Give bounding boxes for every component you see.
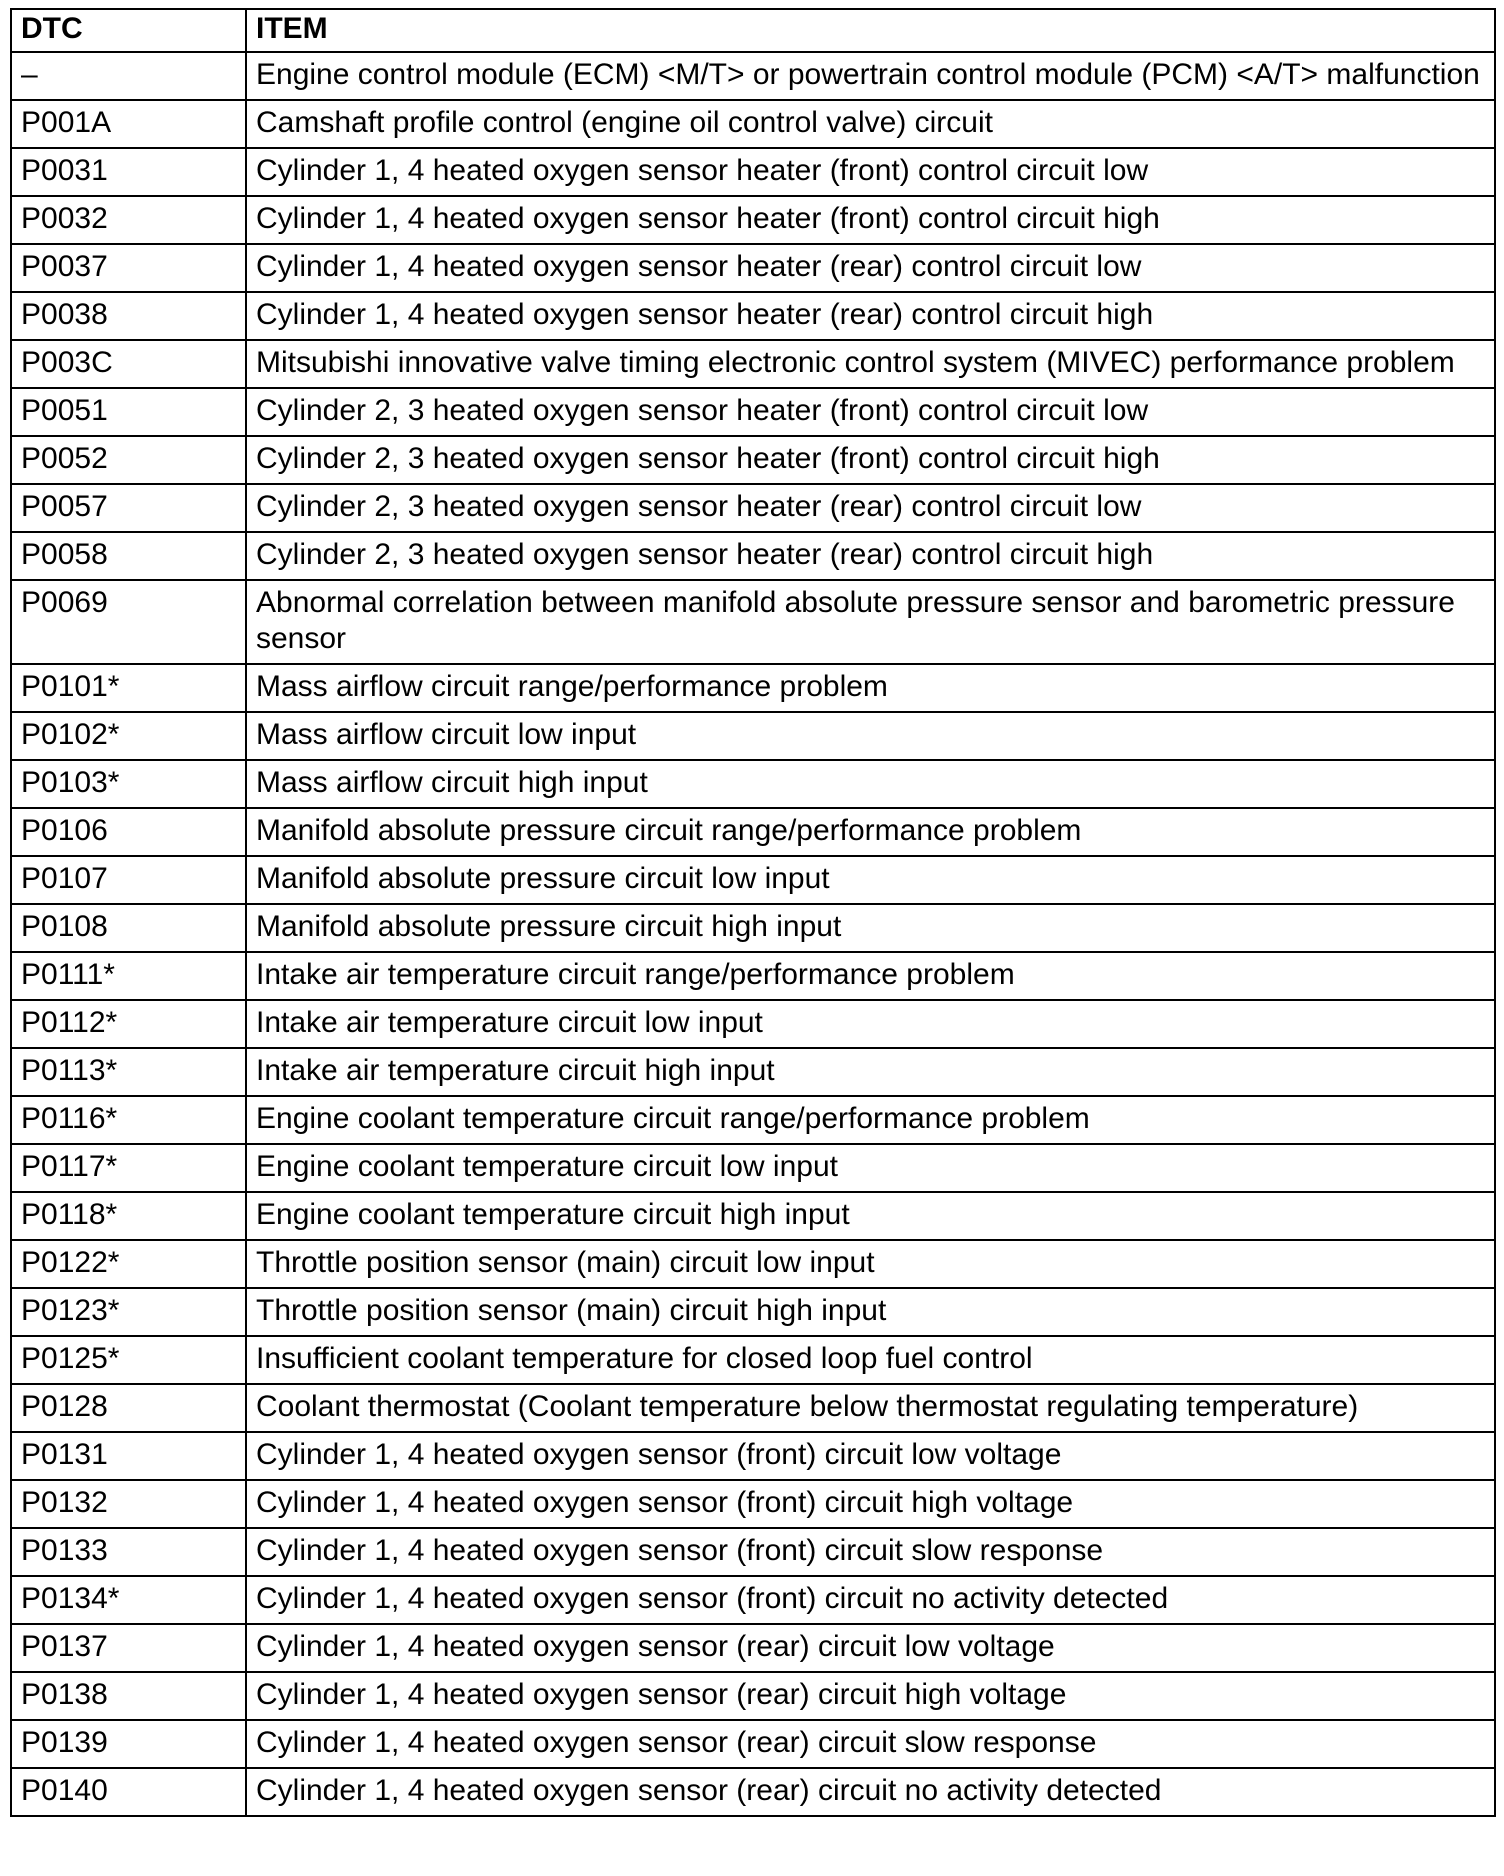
dtc-item-cell: Cylinder 1, 4 heated oxygen sensor heater (front) control circuit low	[246, 148, 1495, 196]
dtc-item-cell: Cylinder 2, 3 heated oxygen sensor heater (front) control circuit low	[246, 388, 1495, 436]
table-row	[11, 388, 1495, 436]
dtc-code-cell: P0107	[11, 856, 246, 904]
table-row	[11, 52, 1495, 100]
table-row	[11, 808, 1495, 856]
table-row	[11, 1624, 1495, 1672]
dtc-code-cell: P0038	[11, 292, 246, 340]
dtc-code-cell: P0113*	[11, 1048, 246, 1096]
dtc-item-cell: Throttle position sensor (main) circuit high input	[246, 1288, 1495, 1336]
dtc-item-cell: Cylinder 1, 4 heated oxygen sensor (rear) circuit low voltage	[246, 1624, 1495, 1672]
dtc-code-cell: P0123*	[11, 1288, 246, 1336]
dtc-code-cell: P0111*	[11, 952, 246, 1000]
dtc-item-cell: Engine control module (ECM) <M/T> or powertrain control module (PCM) <A/T> malfunction	[246, 52, 1495, 100]
dtc-item-cell: Mass airflow circuit low input	[246, 712, 1495, 760]
dtc-code-cell: P0102*	[11, 712, 246, 760]
dtc-item-cell: Manifold absolute pressure circuit low input	[246, 856, 1495, 904]
table-row	[11, 532, 1495, 580]
table-row	[11, 100, 1495, 148]
dtc-code-cell: P0132	[11, 1480, 246, 1528]
dtc-item-cell: Manifold absolute pressure circuit range/performance problem	[246, 808, 1495, 856]
table-row	[11, 580, 1495, 664]
table-row	[11, 1336, 1495, 1384]
dtc-item-cell: Cylinder 1, 4 heated oxygen sensor (front) circuit slow response	[246, 1528, 1495, 1576]
dtc-code-cell: P0116*	[11, 1096, 246, 1144]
dtc-code-cell: P0037	[11, 244, 246, 292]
table-row	[11, 196, 1495, 244]
dtc-item-cell: Abnormal correlation between manifold absolute pressure sensor and barometric pressure sensor	[246, 580, 1495, 664]
dtc-code-cell: P0103*	[11, 760, 246, 808]
dtc-code-cell: P0134*	[11, 1576, 246, 1624]
dtc-code-cell: P0128	[11, 1384, 246, 1432]
table-row	[11, 1480, 1495, 1528]
table-row	[11, 760, 1495, 808]
table-row	[11, 484, 1495, 532]
table-row	[11, 1672, 1495, 1720]
table-row	[11, 1720, 1495, 1768]
dtc-code-cell: P0051	[11, 388, 246, 436]
dtc-table	[10, 8, 1496, 1817]
dtc-item-cell: Coolant thermostat (Coolant temperature below thermostat regulating temperature)	[246, 1384, 1495, 1432]
dtc-code-cell: P0032	[11, 196, 246, 244]
dtc-item-cell: Manifold absolute pressure circuit high input	[246, 904, 1495, 952]
dtc-code-cell: P003C	[11, 340, 246, 388]
dtc-code-cell: –	[11, 52, 246, 100]
dtc-code-cell: P0125*	[11, 1336, 246, 1384]
table-row	[11, 664, 1495, 712]
dtc-code-cell: P0137	[11, 1624, 246, 1672]
dtc-code-cell: P0139	[11, 1720, 246, 1768]
table-row	[11, 1384, 1495, 1432]
dtc-item-cell: Camshaft profile control (engine oil control valve) circuit	[246, 100, 1495, 148]
dtc-code-cell: P0138	[11, 1672, 246, 1720]
table-row	[11, 1000, 1495, 1048]
dtc-item-cell: Engine coolant temperature circuit high input	[246, 1192, 1495, 1240]
dtc-code-cell: P0031	[11, 148, 246, 196]
table-row	[11, 1144, 1495, 1192]
table-row	[11, 292, 1495, 340]
table-row	[11, 712, 1495, 760]
dtc-item-cell: Cylinder 1, 4 heated oxygen sensor (front) circuit no activity detected	[246, 1576, 1495, 1624]
dtc-item-cell: Cylinder 1, 4 heated oxygen sensor (rear) circuit slow response	[246, 1720, 1495, 1768]
dtc-item-cell: Mass airflow circuit high input	[246, 760, 1495, 808]
dtc-item-cell: Cylinder 2, 3 heated oxygen sensor heater (rear) control circuit high	[246, 532, 1495, 580]
table-row	[11, 1240, 1495, 1288]
dtc-code-cell: P0112*	[11, 1000, 246, 1048]
dtc-code-cell: P0058	[11, 532, 246, 580]
dtc-item-cell: Cylinder 1, 4 heated oxygen sensor (front) circuit low voltage	[246, 1432, 1495, 1480]
table-row	[11, 1096, 1495, 1144]
dtc-code-cell: P001A	[11, 100, 246, 148]
header-dtc: DTC	[11, 9, 246, 52]
dtc-item-cell: Insufficient coolant temperature for closed loop fuel control	[246, 1336, 1495, 1384]
dtc-item-cell: Engine coolant temperature circuit low input	[246, 1144, 1495, 1192]
dtc-item-cell: Cylinder 1, 4 heated oxygen sensor heater (front) control circuit high	[246, 196, 1495, 244]
dtc-item-cell: Intake air temperature circuit high input	[246, 1048, 1495, 1096]
document-page	[10, 8, 1494, 1817]
table-row	[11, 1528, 1495, 1576]
dtc-item-cell: Cylinder 2, 3 heated oxygen sensor heater (rear) control circuit low	[246, 484, 1495, 532]
dtc-item-cell: Cylinder 1, 4 heated oxygen sensor (rear) circuit high voltage	[246, 1672, 1495, 1720]
dtc-code-cell: P0057	[11, 484, 246, 532]
dtc-code-cell: P0106	[11, 808, 246, 856]
dtc-code-cell: P0069	[11, 580, 246, 664]
dtc-item-cell: Intake air temperature circuit low input	[246, 1000, 1495, 1048]
table-row	[11, 340, 1495, 388]
table-row	[11, 952, 1495, 1000]
dtc-code-cell: P0118*	[11, 1192, 246, 1240]
table-row	[11, 1576, 1495, 1624]
dtc-code-cell: P0131	[11, 1432, 246, 1480]
dtc-code-cell: P0140	[11, 1768, 246, 1816]
dtc-item-cell: Cylinder 1, 4 heated oxygen sensor heater (rear) control circuit high	[246, 292, 1495, 340]
dtc-item-cell: Cylinder 1, 4 heated oxygen sensor (rear) circuit no activity detected	[246, 1768, 1495, 1816]
table-row	[11, 904, 1495, 952]
dtc-item-cell: Intake air temperature circuit range/performance problem	[246, 952, 1495, 1000]
table-row	[11, 1768, 1495, 1816]
dtc-item-cell: Cylinder 1, 4 heated oxygen sensor heater (rear) control circuit low	[246, 244, 1495, 292]
table-body	[11, 52, 1495, 1816]
table-row	[11, 856, 1495, 904]
table-header-row	[11, 9, 1495, 52]
dtc-item-cell: Cylinder 1, 4 heated oxygen sensor (front) circuit high voltage	[246, 1480, 1495, 1528]
dtc-code-cell: P0101*	[11, 664, 246, 712]
dtc-item-cell: Engine coolant temperature circuit range/performance problem	[246, 1096, 1495, 1144]
table-row	[11, 1048, 1495, 1096]
table-row	[11, 1288, 1495, 1336]
dtc-code-cell: P0117*	[11, 1144, 246, 1192]
dtc-item-cell: Mass airflow circuit range/performance problem	[246, 664, 1495, 712]
dtc-item-cell: Mitsubishi innovative valve timing electronic control system (MIVEC) performance problem	[246, 340, 1495, 388]
table-row	[11, 148, 1495, 196]
dtc-code-cell: P0052	[11, 436, 246, 484]
header-item: ITEM	[246, 9, 1495, 52]
table-row	[11, 244, 1495, 292]
table-row	[11, 1192, 1495, 1240]
dtc-item-cell: Throttle position sensor (main) circuit low input	[246, 1240, 1495, 1288]
dtc-item-cell: Cylinder 2, 3 heated oxygen sensor heater (front) control circuit high	[246, 436, 1495, 484]
dtc-code-cell: P0122*	[11, 1240, 246, 1288]
table-row	[11, 436, 1495, 484]
dtc-code-cell: P0133	[11, 1528, 246, 1576]
table-row	[11, 1432, 1495, 1480]
dtc-code-cell: P0108	[11, 904, 246, 952]
